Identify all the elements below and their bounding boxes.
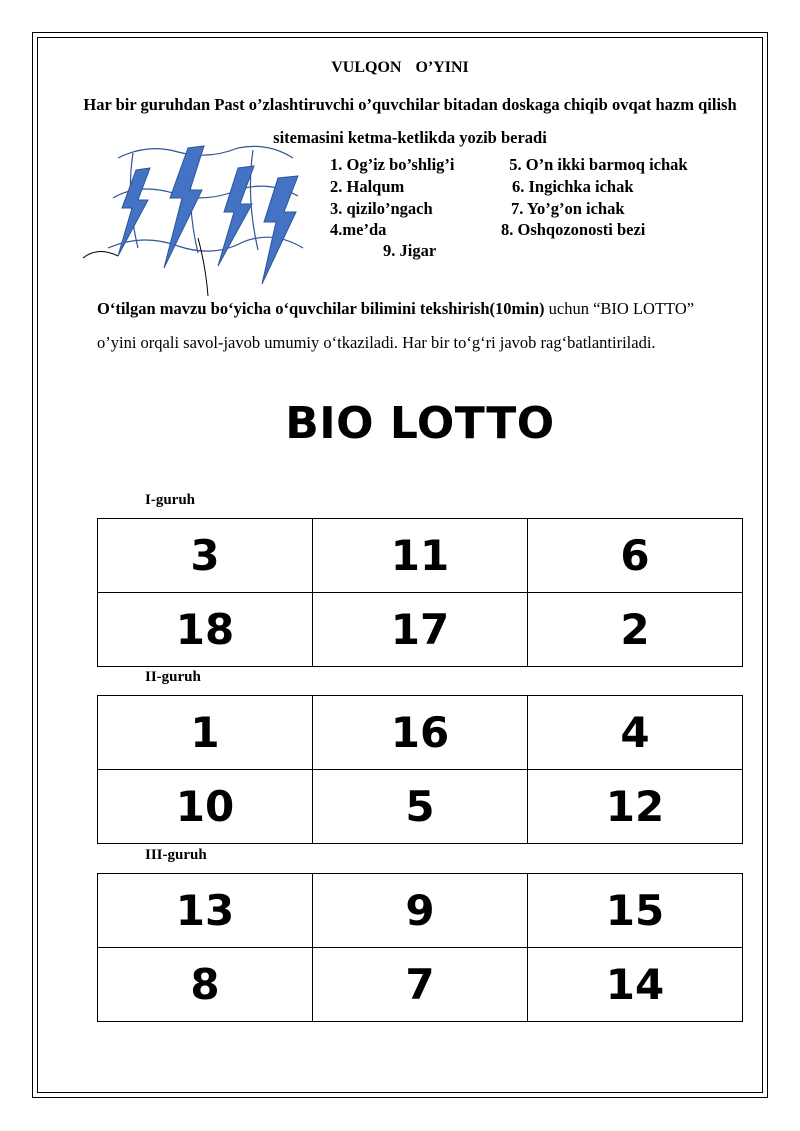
organ-item: 3. qizilo’ngach bbox=[330, 198, 433, 218]
group-2-table bbox=[97, 695, 743, 844]
organ-item: 1. Og’iz bo’shlig’i bbox=[330, 155, 455, 174]
lotto-description bbox=[97, 292, 717, 359]
group-3-label: III-guruh bbox=[145, 847, 207, 863]
lotto-cell: 11 bbox=[313, 519, 528, 593]
lotto-cell: 9 bbox=[313, 874, 528, 948]
lotto-cell: 17 bbox=[313, 593, 528, 667]
description-rest: uchun “BIO LOTTO” o’yini orqali savol-javob umumiy o‘tkaziladi. Har bir to‘g‘ri javob rag‘batlantiriladi. bbox=[97, 299, 695, 352]
group-1-label: I-guruh bbox=[145, 492, 196, 508]
lotto-cell: 15 bbox=[528, 874, 743, 948]
group-2-label: II-guruh bbox=[145, 669, 201, 685]
lotto-cell: 16 bbox=[313, 696, 528, 770]
lotto-cell: 8 bbox=[98, 948, 313, 1022]
lotto-cell: 4 bbox=[528, 696, 743, 770]
game-title: VULQON O’YINI bbox=[331, 59, 469, 76]
organ-item-last: 9. Jigar bbox=[383, 241, 437, 260]
lotto-cell: 2 bbox=[528, 593, 743, 667]
organs-list-right bbox=[501, 154, 688, 241]
volcano-clipart bbox=[78, 138, 318, 298]
organ-item: 6. Ingichka ichak bbox=[512, 176, 634, 196]
organ-item: 7. Yo’g’on ichak bbox=[511, 198, 625, 218]
lotto-cell: 7 bbox=[313, 948, 528, 1022]
lotto-cell: 13 bbox=[98, 874, 313, 948]
instruction-text: Har bir guruhdan Past o’zlashtiruvchi o’quvchilar bitadan doskaga chiqib ovqat hazm qilish sitemasini ketma-ketlikda yozib beradi bbox=[83, 95, 737, 147]
lotto-cell: 3 bbox=[98, 519, 313, 593]
lotto-cell: 12 bbox=[528, 770, 743, 844]
organs-list-left bbox=[330, 154, 455, 241]
bio-lotto-heading: BIO LOTTO bbox=[285, 398, 555, 449]
lotto-cell: 14 bbox=[528, 948, 743, 1022]
lotto-cell: 18 bbox=[98, 593, 313, 667]
group-1-table bbox=[97, 518, 743, 667]
lotto-cell: 6 bbox=[528, 519, 743, 593]
organ-item: 4.me’da bbox=[330, 220, 387, 240]
group-3-table bbox=[97, 873, 743, 1022]
lotto-cell: 10 bbox=[98, 770, 313, 844]
lotto-cell: 5 bbox=[313, 770, 528, 844]
organ-item: 5. O’n ikki barmoq ichak bbox=[501, 155, 688, 174]
description-bold: O‘tilgan mavzu bo‘yicha o‘quvchilar bilimini tekshirish(10min) bbox=[97, 299, 545, 318]
lotto-cell: 1 bbox=[98, 696, 313, 770]
organ-item: 2. Halqum bbox=[330, 176, 405, 196]
organ-item: 8. Oshqozonosti bezi bbox=[501, 220, 646, 240]
